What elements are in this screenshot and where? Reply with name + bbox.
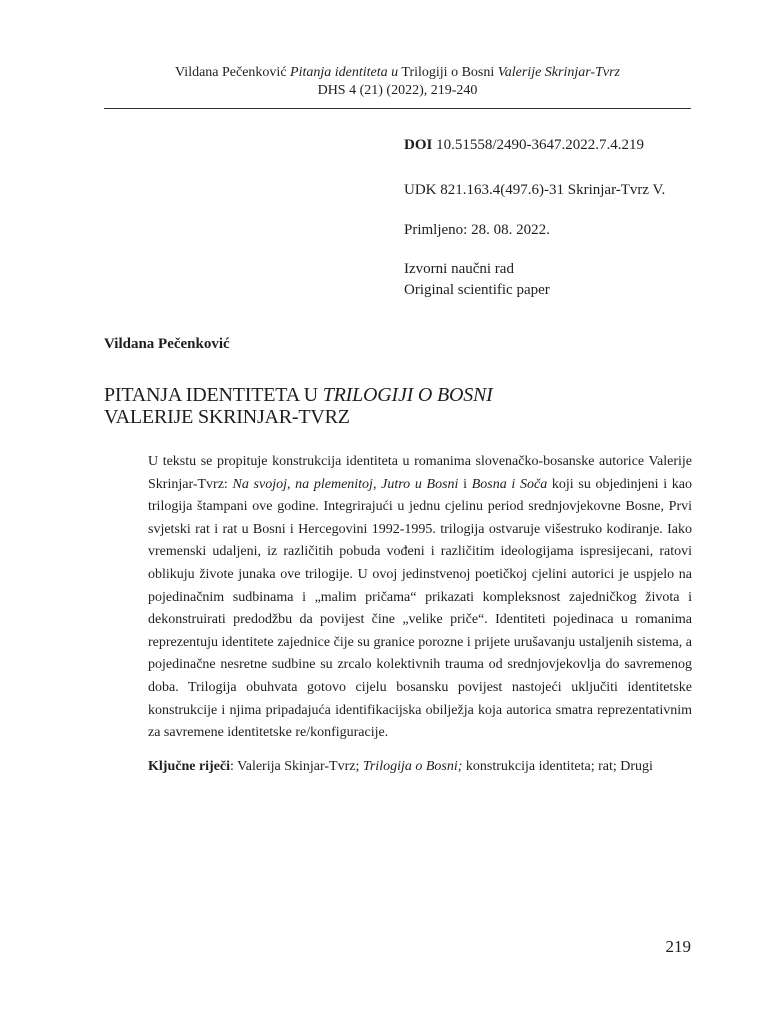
paper-type-bs: Izvorni naučni rad [404,261,514,277]
running-header-author: Vildana Pečenković [175,65,291,80]
running-header [104,64,691,109]
title-part-2: TRILOGIJI O BOSNI [322,384,493,406]
keywords-text-2: konstrukcija identiteta; rat; Drugi [462,759,653,774]
page-number: 219 [665,937,691,956]
doi-line [404,135,644,156]
paper-type-en: Original scientific paper [404,282,550,298]
article-title [104,384,694,428]
abstract-text-2: i [458,476,472,492]
udk-line: UDK 821.163.4(497.6)-31 Skrinjar-Tvrz V. [404,182,666,198]
title-part-3: VALERIJE SKRINJAR-TVRZ [104,406,350,428]
running-header-title-italic: Pitanja identiteta u [290,65,399,80]
paper-type [404,259,550,301]
abstract-italic-2: Bosna i Soča [471,476,548,492]
doi-value: 10.51558/2490-3647.2022.7.4.219 [432,137,645,153]
received-date: Primljeno: 28. 08. 2022. [404,222,550,238]
keywords-label: Ključne riječi [148,759,231,774]
abstract-text-3: koji su objedinjeni i kao trilogija štampani ove godine. Integrirajući u jednu cjelinu period srednjovjekovne Bosne, Prvi svjetski rat i rat u Bosni i Hercegovini 1992-1995. trilogija ostvaruje višestruko kodiranje. Iako vremenski udaljeni, iz različitih pobuda vođeni i različitim ideologijama ispresijecani, ratovi oblikuju živote junaka ove trilogije. U ovoj jedinstvenoj poetičkoj cjelini autorici je uspjelo na pojedinačnim sudbinama i „malim pričama“ prikazati kompleksnost zajedničkog života i dekonstruirati predodžbu da povijest čine „velike priče“. Identiteti pojedinaca u romanima reprezentuju identitete zajednice čije su granice porozne i prijete urušavanju ustaljenih sistema, a pojedinačne nesretne sudbine su zrcalo kolektivnih trauma od srednjovjekovlja do savremenog doba. Trilogija obuhvata gotovo cijelu bosansku povijest nastojeći uključiti identitetske konstrukcije i njima pripadajuća identifikacijska obilježja koja autorica smatra reprezentativnim za savremene identitetske re/konfiguracije. [148,476,692,741]
doi-label: DOI [404,137,433,153]
keywords-text-1: : Valerija Skinjar-Tvrz; [230,759,363,774]
running-header-title-mid: Trilogiji o Bosni [398,65,498,80]
keywords-italic: Trilogija o Bosni; [362,759,463,774]
running-header-journal: DHS 4 (21) (2022), 219-240 [317,83,478,98]
abstract-italic-1: Na svojoj, na plemenitoj, Jutro u Bosni [232,476,459,492]
title-part-1: PITANJA IDENTITETA U [104,384,323,406]
keywords [148,756,692,778]
running-header-line-1 [104,64,691,82]
abstract-text-1: U tekstu se propituje konstrukcija identiteta u romanima slovenačko-bosanske autorice Valerije Skrinjar-Tvrz: [148,454,692,492]
running-header-title-end: Valerije Skrinjar-Tvrz [497,65,620,80]
author-name: Vildana Pečenković [104,336,230,352]
abstract [148,451,692,745]
